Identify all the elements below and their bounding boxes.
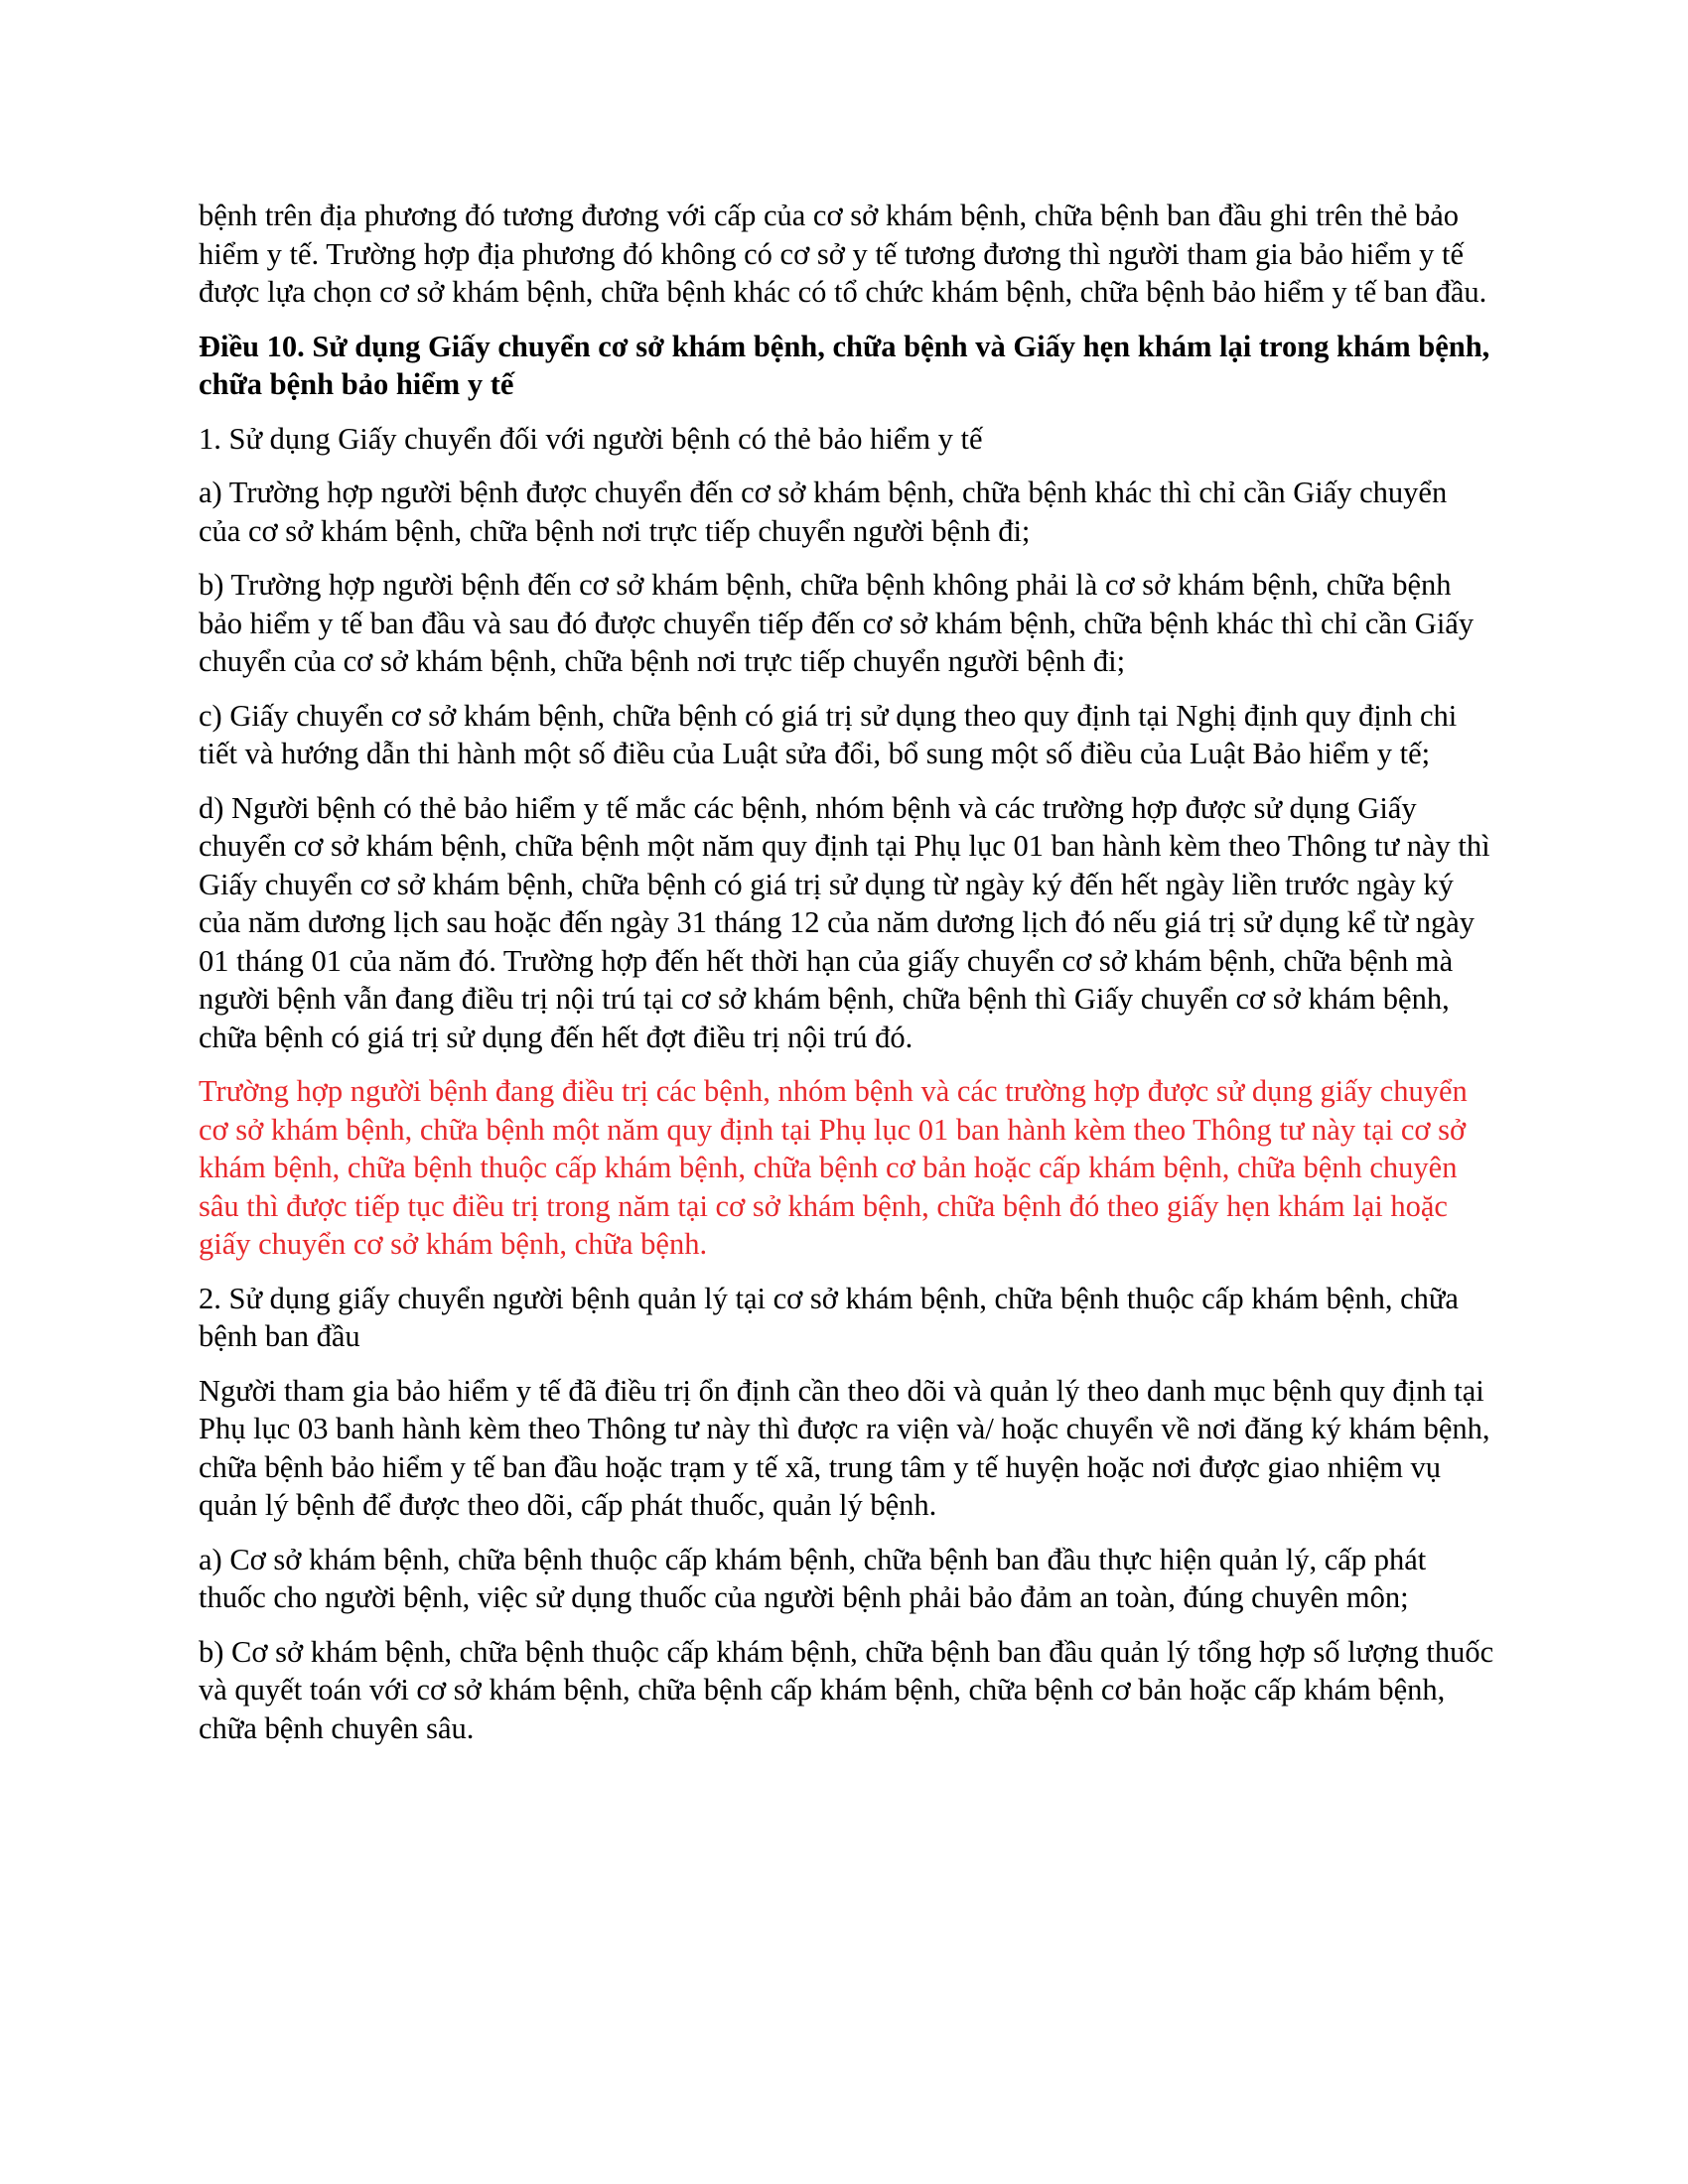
clause-1-point-d: d) Người bệnh có thẻ bảo hiểm y tế mắc các bệnh, nhóm bệnh và các trường hợp được sử dụng Giấy chuyển cơ sở khám bệnh, chữa bệnh một năm quy định tại Phụ lục 01 ban hành kèm theo Thông tư này thì Giấy chuyển cơ sở khám bệnh, chữa bệnh có giá trị sử dụng từ ngày ký đến hết ngày liền trước ngày ký của năm dương lịch sau hoặc đến ngày 31 tháng 12 của năm dương lịch đó nếu giá trị sử dụng kể từ ngày 01 tháng 01 của năm đó. Trường hợp đến hết thời hạn của giấy chuyển cơ sở khám bệnh, chữa bệnh mà người bệnh vẫn đang điều trị nội trú tại cơ sở khám bệnh, chữa bệnh thì Giấy chuyển cơ sở khám bệnh, chữa bệnh có giá trị sử dụng đến hết đợt điều trị nội trú đó.: [199, 790, 1490, 1054]
clause-2-title: 2. Sử dụng giấy chuyển người bệnh quản lý tại cơ sở khám bệnh, chữa bệnh thuộc cấp khám bệnh, chữa bệnh ban đầu: [199, 1281, 1459, 1353]
clause-1-point-a: a) Trường hợp người bệnh được chuyển đến cơ sở khám bệnh, chữa bệnh khác thì chỉ cần Giấy chuyển của cơ sở khám bệnh, chữa bệnh nơi trực tiếp chuyển người bệnh đi;: [199, 476, 1448, 548]
clause-1-point-c: c) Giấy chuyển cơ sở khám bệnh, chữa bệnh có giá trị sử dụng theo quy định tại Nghị định quy định chi tiết và hướng dẫn thi hành một số điều của Luật sửa đổi, bổ sung một số điều của Luật Bảo hiểm y tế;: [199, 698, 1458, 770]
clause-1-point-b: b) Trường hợp người bệnh đến cơ sở khám bệnh, chữa bệnh không phải là cơ sở khám bệnh, chữa bệnh bảo hiểm y tế ban đầu và sau đó được chuyển tiếp đến cơ sở khám bệnh, chữa bệnh khác thì chỉ cần Giấy chuyển của cơ sở khám bệnh, chữa bệnh nơi trực tiếp chuyển người bệnh đi;: [199, 568, 1475, 678]
clause-2-point-a: a) Cơ sở khám bệnh, chữa bệnh thuộc cấp khám bệnh, chữa bệnh ban đầu thực hiện quản lý, cấp phát thuốc cho người bệnh, việc sử dụng thuốc của người bệnh phải bảo đảm an toàn, đúng chuyên môn;: [199, 1542, 1427, 1614]
document-page: [199, 197, 1494, 1763]
paragraph-continuation: bệnh trên địa phương đó tương đương với cấp của cơ sở khám bệnh, chữa bệnh ban đầu ghi trên thẻ bảo hiểm y tế. Trường hợp địa phương đó không có cơ sở y tế tương đương thì người tham gia bảo hiểm y tế được lựa chọn cơ sở khám bệnh, chữa bệnh khác có tổ chức khám bệnh, chữa bệnh bảo hiểm y tế ban đầu.: [199, 199, 1487, 309]
clause-1-title: 1. Sử dụng Giấy chuyển đối với người bệnh có thẻ bảo hiểm y tế: [199, 421, 983, 456]
article-10-heading: Điều 10. Sử dụng Giấy chuyển cơ sở khám bệnh, chữa bệnh và Giấy hẹn khám lại trong khám bệnh, chữa bệnh bảo hiểm y tế: [199, 329, 1490, 401]
clause-2-point-b: b) Cơ sở khám bệnh, chữa bệnh thuộc cấp khám bệnh, chữa bệnh ban đầu quản lý tổng hợp số lượng thuốc và quyết toán với cơ sở khám bệnh, chữa bệnh cấp khám bệnh, chữa bệnh cơ bản hoặc cấp khám bệnh, chữa bệnh chuyên sâu.: [199, 1634, 1494, 1745]
clause-2-body: Người tham gia bảo hiểm y tế đã điều trị ổn định cần theo dõi và quản lý theo danh mục bệnh quy định tại Phụ lục 03 banh hành kèm theo Thông tư này thì được ra viện và/ hoặc chuyển về nơi đăng ký khám bệnh, chữa bệnh bảo hiểm y tế ban đầu hoặc trạm y tế xã, trung tâm y tế huyện hoặc nơi được giao nhiệm vụ quản lý bệnh để được theo dõi, cấp phát thuốc, quản lý bệnh.: [199, 1373, 1490, 1522]
highlighted-amendment: Trường hợp người bệnh đang điều trị các bệnh, nhóm bệnh và các trường hợp được sử dụng giấy chuyển cơ sở khám bệnh, chữa bệnh một năm quy định tại Phụ lục 01 ban hành kèm theo Thông tư này tại cơ sở khám bệnh, chữa bệnh thuộc cấp khám bệnh, chữa bệnh cơ bản hoặc cấp khám bệnh, chữa bệnh chuyên sâu thì được tiếp tục điều trị trong năm tại cơ sở khám bệnh, chữa bệnh đó theo giấy hẹn khám lại hoặc giấy chuyển cơ sở khám bệnh, chữa bệnh.: [199, 1074, 1468, 1261]
